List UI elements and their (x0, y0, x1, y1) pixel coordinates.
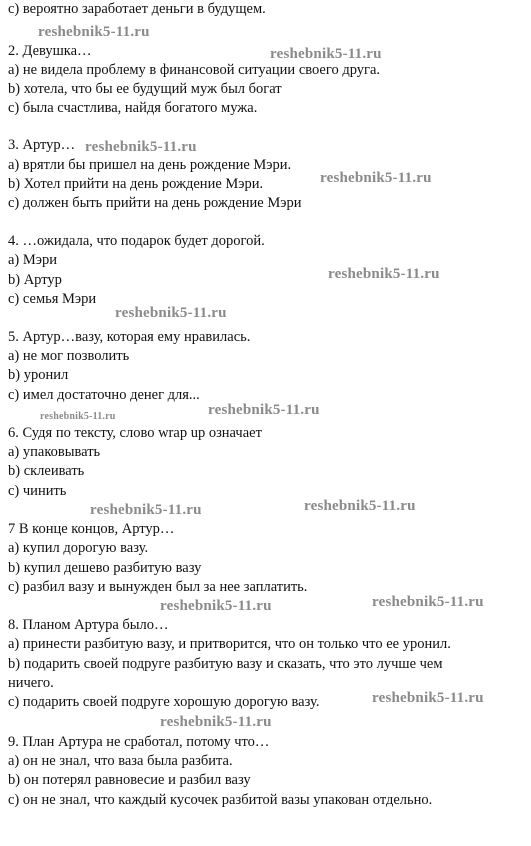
watermark: reshebnik5-11.ru (90, 502, 202, 518)
answer-4a: a) Мэри (8, 252, 58, 268)
answer-5b: b) уронил (8, 367, 69, 383)
answer-7b: b) купил дешево разбитую вазу (8, 560, 202, 576)
question-5: 5. Артур…вазу, которая ему нравилась. (8, 329, 251, 345)
answer-4b: b) Артур (8, 272, 62, 288)
question-8: 8. Планом Артура было… (8, 617, 169, 633)
answer-5c: c) имел достаточно денег для... (8, 387, 200, 403)
question-3: 3. Артур… (8, 137, 76, 153)
answer-4c: c) семья Мэри (8, 291, 97, 307)
question-6: 6. Судя по тексту, слово wrap up означает (8, 425, 262, 441)
answer-3a: a) врятли бы пришел на день рождение Мэри. (8, 157, 292, 173)
watermark: reshebnik5-11.ru (270, 46, 382, 62)
answer-5a: a) не мог позволить (8, 348, 130, 364)
watermark: reshebnik5-11.ru (328, 266, 440, 282)
answer-8c: c) подарить своей подруге хорошую дорогую вазу. (8, 694, 320, 710)
watermark: reshebnik5-11.ru (372, 690, 484, 706)
question-4: 4. …ожидала, что подарок будет дорогой. (8, 233, 265, 249)
answer-9c: c) он не знал, что каждый кусочек разбитой вазы упакован отдельно. (8, 792, 433, 808)
watermark: reshebnik5-11.ru (115, 305, 227, 321)
answer-6a: a) упаковывать (8, 444, 101, 460)
text-line: c) вероятно заработает деньги в будущем. (8, 1, 266, 17)
answer-8b: b) подарить своей подруге разбитую вазу и сказать, что это лучше чем (8, 656, 443, 672)
answer-8b-continued: ничего. (8, 675, 54, 691)
question-2: 2. Девушка… (8, 43, 92, 59)
watermark: reshebnik5-11.ru (320, 170, 432, 186)
answer-7c: c) разбил вазу и вынужден был за нее заплатить. (8, 579, 308, 595)
answer-7a: a) купил дорогую вазу. (8, 540, 149, 556)
answer-2b: b) хотела, что бы ее будущий муж был богат (8, 81, 282, 97)
watermark: reshebnik5-11.ru (38, 24, 150, 40)
answer-8a: a) принести разбитую вазу, и притворится, что он только что ее уронил. (8, 636, 451, 652)
answer-9a: a) он не знал, что ваза была разбита. (8, 753, 233, 769)
watermark: reshebnik5-11.ru (160, 598, 272, 614)
answer-3c: c) должен быть прийти на день рождение Мэри (8, 195, 302, 211)
question-9: 9. План Артура не сработал, потому что… (8, 734, 270, 750)
watermark: reshebnik5-11.ru (40, 411, 116, 422)
question-7: 7 В конце концов, Артур… (8, 521, 175, 537)
watermark: reshebnik5-11.ru (304, 498, 416, 514)
answer-2c: c) была счастлива, найдя богатого мужа. (8, 100, 258, 116)
answer-6b: b) склеивать (8, 463, 85, 479)
watermark: reshebnik5-11.ru (85, 139, 197, 155)
watermark: reshebnik5-11.ru (160, 714, 272, 730)
watermark: reshebnik5-11.ru (208, 402, 320, 418)
answer-3b: b) Хотел прийти на день рождение Мэри. (8, 176, 264, 192)
answer-2a: a) не видела проблему в финансовой ситуации своего друга. (8, 62, 381, 78)
answer-6c: c) чинить (8, 483, 67, 499)
answer-9b: b) он потерял равновесие и разбил вазу (8, 772, 251, 788)
watermark: reshebnik5-11.ru (372, 594, 484, 610)
